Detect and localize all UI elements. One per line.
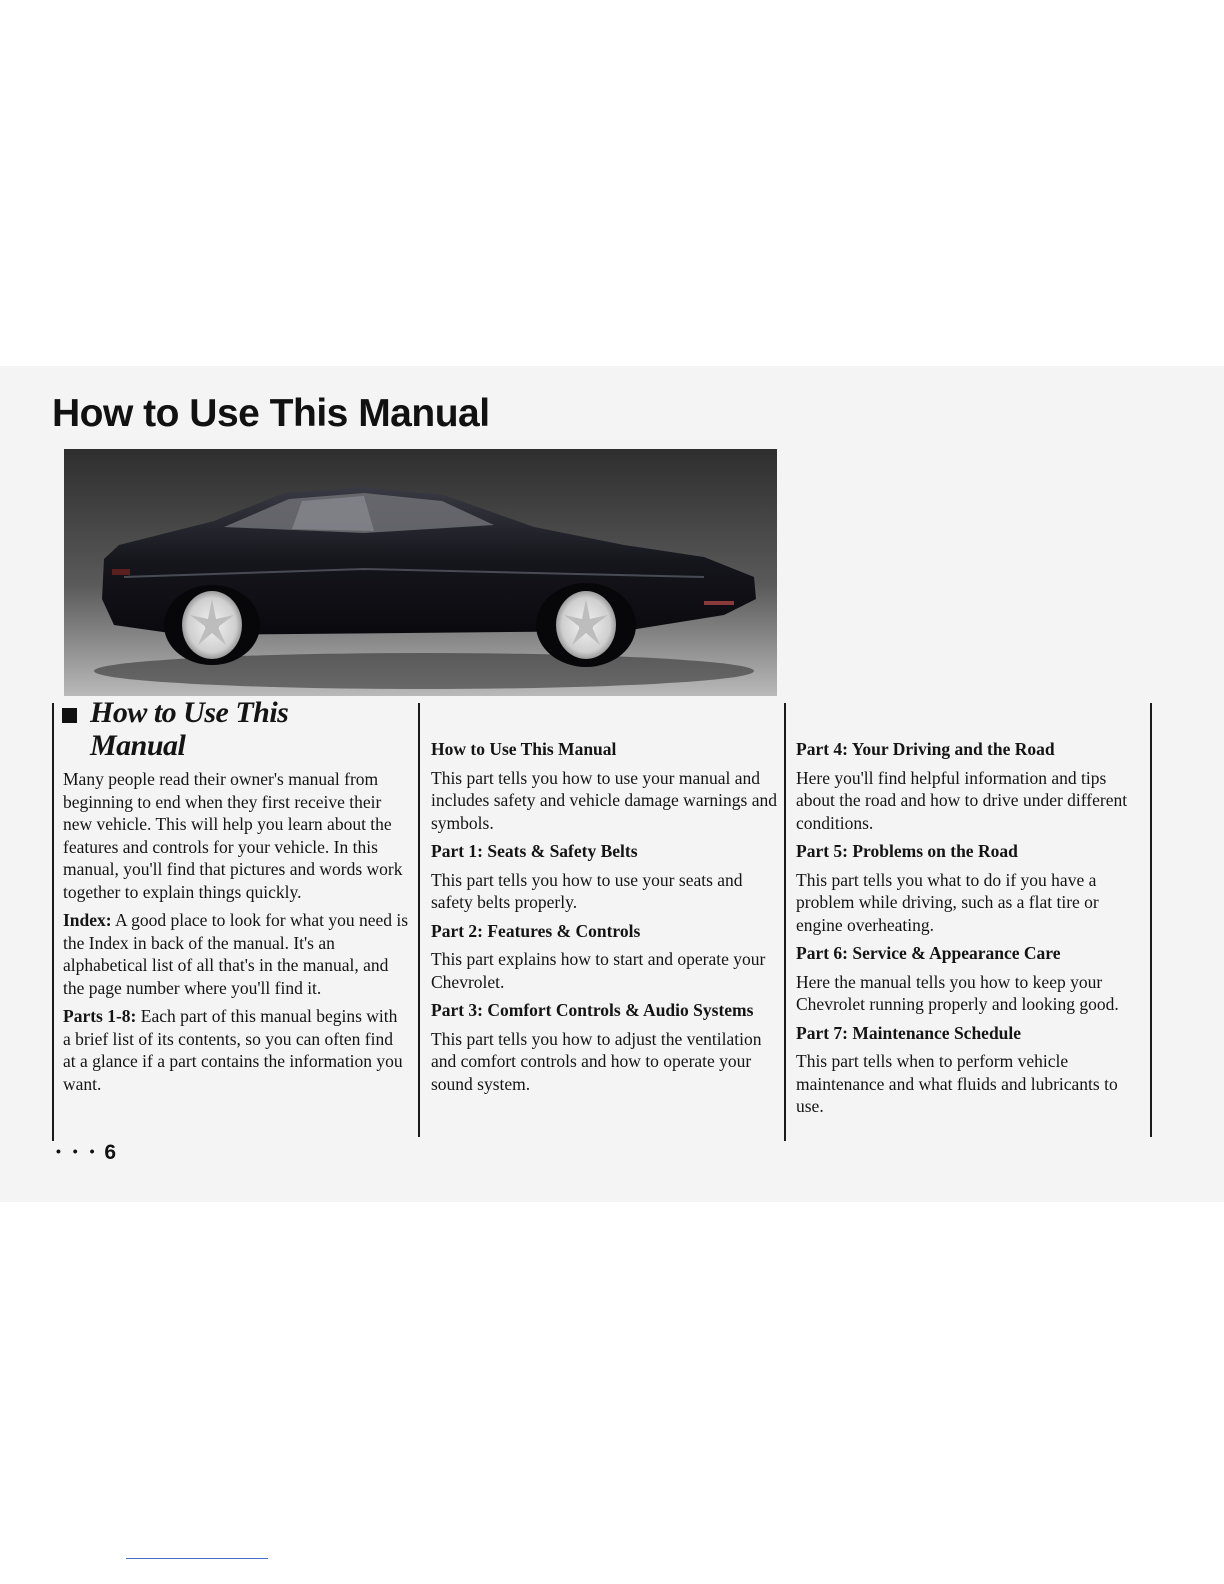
- section-heading-part-7: Part 7: Maintenance Schedule: [796, 1022, 1022, 1043]
- index-paragraph: [63, 909, 409, 999]
- parts-text: Each part of this manual begins with a brief list of its contents, so you can often find at a glance if a part contains the information you want.: [63, 1006, 403, 1094]
- column-rule-left: [52, 703, 54, 1141]
- column-rule-3: [784, 703, 786, 1141]
- folio-dots: • • •: [56, 1143, 99, 1159]
- column-rule-right: [1150, 703, 1152, 1137]
- section-heading: [62, 696, 362, 762]
- column-3: [796, 738, 1142, 1124]
- page-number: [56, 1141, 116, 1165]
- section-heading-part-6: Part 6: Service & Appearance Care: [796, 943, 1061, 963]
- bottom-link-underline: [126, 1558, 268, 1559]
- intro-paragraph: Many people read their owner's manual from beginning to end when they first receive their new vehicle. This will help you learn about the features and controls for your vehicle. In this manual, you'll find that pictures and words work together to explain things quickly.: [63, 769, 403, 902]
- section-heading-part-1: Part 1: Seats & Safety Belts: [431, 841, 638, 861]
- section-heading-part-5: Part 5: Problems on the Road: [796, 841, 1018, 861]
- section-heading-part-2: Part 2: Features & Controls: [431, 920, 641, 941]
- parts-paragraph: [63, 1005, 409, 1095]
- section-body-part-5: This part tells you what to do if you have a problem while driving, such as a flat tire or engine overheating.: [796, 869, 1099, 935]
- section-body-part-2: This part explains how to start and operate your Chevrolet.: [431, 949, 766, 992]
- section-body-how-to-use: This part tells you how to use your manual and includes safety and vehicle damage warnings and symbols.: [431, 767, 777, 833]
- page-title: How to Use This Manual: [52, 392, 490, 435]
- section-heading-how-to-use: How to Use This Manual: [431, 739, 617, 759]
- parts-label: Parts 1-8:: [63, 1006, 137, 1026]
- section-heading-part-4: Part 4: Your Driving and the Road: [796, 739, 1055, 759]
- section-body-part-6: Here the manual tells you how to keep your Chevrolet running properly and looking good.: [796, 971, 1119, 1014]
- section-heading-part-3: Part 3: Comfort Controls & Audio Systems: [431, 1000, 754, 1020]
- section-heading-text: How to Use This Manual: [90, 696, 289, 762]
- section-body-part-7: This part tells when to perform vehicle maintenance and what fluids and lubricants to use.: [796, 1051, 1118, 1116]
- section-body-part-3: This part tells you how to adjust the ventilation and comfort controls and how to operate your sound system.: [431, 1028, 762, 1094]
- car-icon: [64, 449, 777, 696]
- index-text: A good place to look for what you need is the Index in back of the manual. It's an alphabetical list of all that's in the manual, and the page number where you'll find it.: [63, 910, 409, 998]
- column-1: [63, 768, 409, 1101]
- square-bullet-icon: [62, 708, 77, 723]
- page-number-value: 6: [104, 1141, 117, 1164]
- section-body-part-4: Here you'll find helpful information and tips about the road and how to drive under different conditions.: [796, 767, 1128, 833]
- column-rule-2: [418, 703, 420, 1137]
- section-body-part-1: This part tells you how to use your seats and safety belts properly.: [431, 869, 743, 912]
- index-label: Index:: [63, 910, 112, 930]
- car-photo: [64, 449, 777, 696]
- column-2: [431, 738, 777, 1101]
